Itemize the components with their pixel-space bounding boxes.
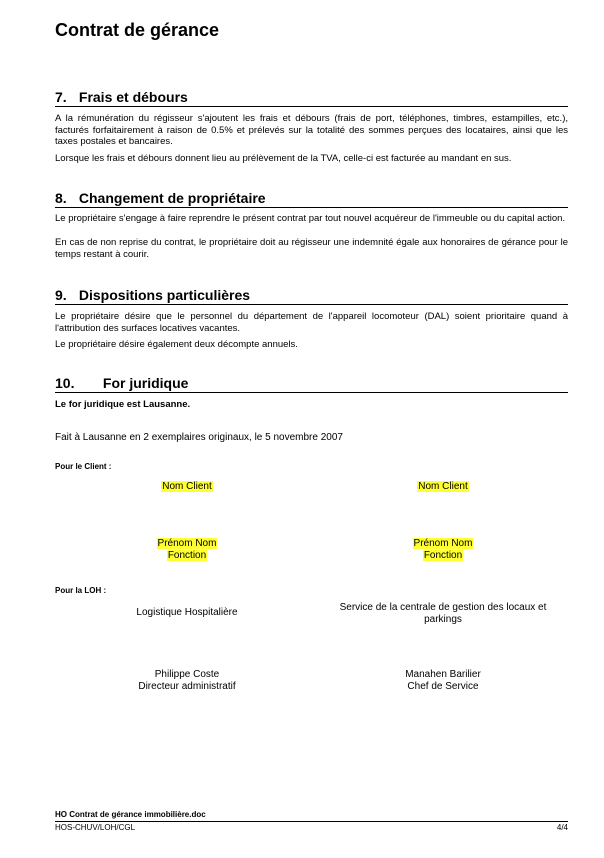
loh-right-org: Service de la centrale de gestion des locaux et parkings xyxy=(339,602,547,625)
section-title: Changement de propriétaire xyxy=(78,190,266,206)
section-title: For juridique xyxy=(102,375,189,391)
client-label: Pour le Client : xyxy=(55,462,112,471)
section-title: Frais et débours xyxy=(78,89,188,105)
loh-right-signatory xyxy=(343,669,543,693)
place-date: Fait à Lausanne en 2 exemplaires originaux, le 5 novembre 2007 xyxy=(55,432,343,443)
section-number: 8. xyxy=(55,190,67,206)
section-heading-9 xyxy=(55,287,568,305)
loh-right-role: Chef de Service xyxy=(407,681,479,692)
client-right-person: Prénom Nom xyxy=(413,538,473,549)
paragraph: Le propriétaire désire que le personnel du département de l'appareil locomoteur (DAL) soient prioritaire quand à l'attribution des surfaces locatives vacantes. xyxy=(55,311,568,334)
paragraph: Le propriétaire s'engage à faire reprendre le présent contrat par tout nouvel acquéreur de l'immeuble ou du capital action. xyxy=(55,213,566,224)
footer-filename: HO Contrat de gérance immobilière.doc xyxy=(55,810,206,819)
loh-label: Pour la LOH : xyxy=(55,586,107,595)
paragraph: A la rémunération du régisseur s'ajoutent les frais et débours (frais de port, téléphones, timbres, estampilles, etc.), facturés forfaitairement à raison de 0.5% et prélevés sur la totalité des sommes perçues des locataires, ainsi que les taxes postales et bancaires. xyxy=(55,113,568,147)
loh-right-person: Manahen Barilier xyxy=(405,669,481,680)
client-right-name: Nom Client xyxy=(418,481,468,492)
client-left-name: Nom Client xyxy=(162,481,212,492)
paragraph: Le for juridique est Lausanne. xyxy=(55,399,191,410)
client-left-signatory xyxy=(107,538,267,562)
client-left-block xyxy=(107,481,267,493)
loh-left-org: Logistique Hospitalière xyxy=(136,607,238,618)
section-heading-10 xyxy=(55,375,568,393)
client-right-block xyxy=(363,481,523,493)
paragraph: Lorsque les frais et débours donnent lieu au prélèvement de la TVA, celle-ci est facturée au mandant en sus. xyxy=(55,153,512,164)
paragraph: Le propriétaire désire également deux décompte annuels. xyxy=(55,339,298,350)
section-title: Dispositions particulières xyxy=(78,287,251,303)
footer-page-number: 4/4 xyxy=(556,823,568,832)
client-left-person: Prénom Nom xyxy=(157,538,217,549)
section-number: 9. xyxy=(55,287,67,303)
client-right-signatory xyxy=(363,538,523,562)
loh-left-person: Philippe Coste xyxy=(154,669,220,680)
section-heading-8 xyxy=(55,190,568,208)
section-heading-7 xyxy=(55,89,568,107)
footer-divider xyxy=(55,821,568,822)
section-number: 7. xyxy=(55,89,67,105)
client-left-role: Fonction xyxy=(167,550,207,561)
loh-left-role: Directeur administratif xyxy=(138,681,236,692)
paragraph: En cas de non reprise du contrat, le propriétaire doit au régisseur une indemnité égale aux honoraires de gérance pour le temps restant à courir. xyxy=(55,237,568,260)
loh-left-signatory xyxy=(112,669,262,693)
document-title: Contrat de gérance xyxy=(55,20,220,40)
section-number: 10. xyxy=(55,375,75,391)
footer-reference: HOS-CHUV/LOH/CGL xyxy=(55,823,136,832)
client-right-role: Fonction xyxy=(423,550,463,561)
